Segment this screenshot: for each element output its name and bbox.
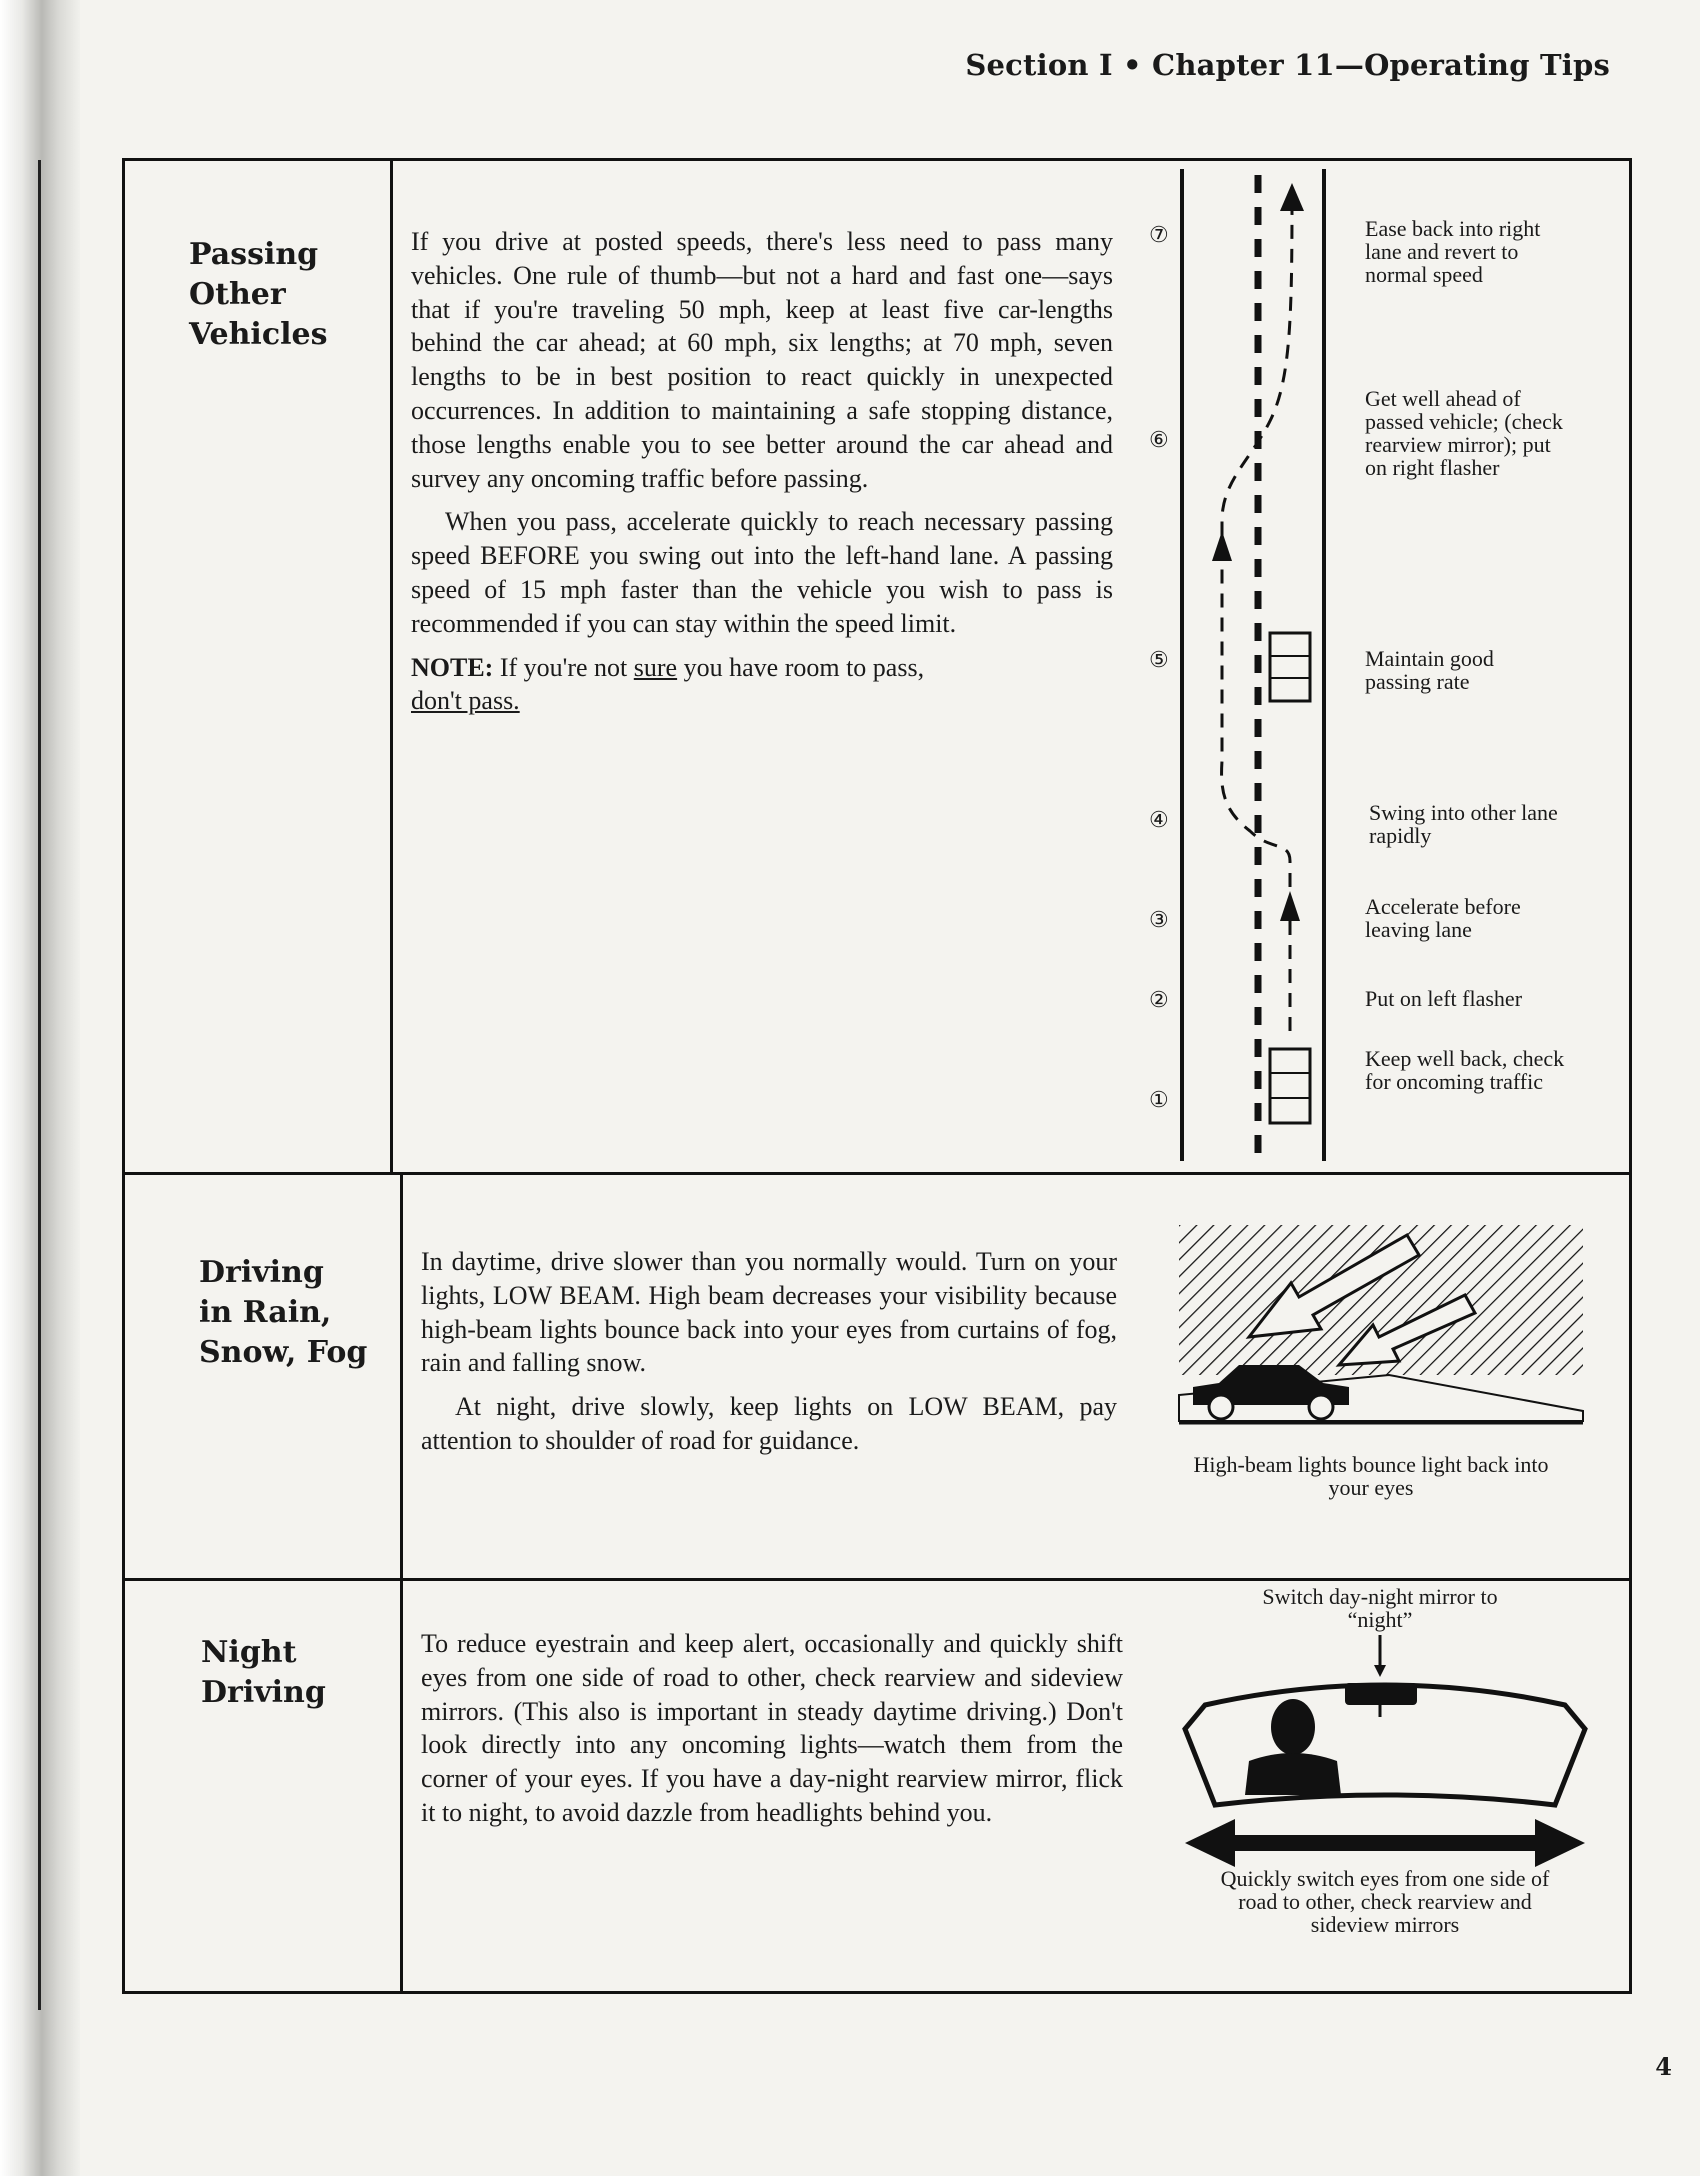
weather-para-1: In daytime, drive slower than you normally would. Turn on your lights, LOW BEAM. High beam decreases your visibility because high-beam lights bounce back into your eyes from curtains of fog, rain and falling snow. xyxy=(421,1247,1117,1378)
step-number-7: ⑦ xyxy=(1149,222,1169,247)
step-text-5: Maintain good passing rate xyxy=(1365,646,1494,694)
page-header: Section I • Chapter 11—Operating Tips xyxy=(965,48,1610,82)
section-title-night: Night Driving xyxy=(201,1635,326,1710)
column-divider xyxy=(400,1581,403,1991)
margin-rule xyxy=(38,160,41,2010)
step-text-2: Put on left flasher xyxy=(1365,986,1523,1011)
weather-caption: High-beam lights bounce light back into your eyes xyxy=(1193,1452,1549,1500)
passing-para-1: If you drive at posted speeds, there's less need to pass many vehicles. One rule of thumb—but not a hard and fast one—says that if you're traveling 50 mph, keep at least five car-lengths behind the car ahead; at 60 mph, six lengths; at 70 mph, seven lengths to be in best position to react quickly in unexpected occurrences. In addition to maintaining a safe stopping distance, those lengths enable you to see better around the car ahead and survey any oncoming traffic before passing. xyxy=(411,227,1113,493)
section-passing xyxy=(122,158,1632,1174)
step-text-1: Keep well back, check for oncoming traffic xyxy=(1365,1046,1565,1094)
section-title-weather: Driving in Rain, Snow, Fog xyxy=(199,1255,368,1370)
night-para-1: To reduce eyestrain and keep alert, occasionally and quickly shift eyes from one side of road to other, check rearview and sideview mirrors. (This also is important in steady daytime driving.) Don't look directly into any oncoming lights—watch them from the corner of your eyes. If you have a day-night rearview mirror, flick it to night, to avoid dazzle from headlights behind you. xyxy=(421,1629,1123,1827)
step-number-2: ② xyxy=(1149,987,1169,1012)
step-number-3: ③ xyxy=(1149,907,1169,932)
section-night xyxy=(122,1578,1632,1994)
section-weather xyxy=(122,1172,1632,1580)
weather-body xyxy=(421,1245,1117,1468)
night-bottom-caption: Quickly switch eyes from one side of road to other, check rearview and sideview mirrors xyxy=(1220,1866,1550,1937)
night-top-caption: Switch day-night mirror to “night” xyxy=(1262,1584,1498,1632)
page-number: 4 xyxy=(1655,2052,1672,2081)
passing-note: NOTE: If you're not sure you have room to pass, don't pass. xyxy=(411,652,925,716)
weather-para-2: At night, drive slowly, keep lights on LOW BEAM, pay attention to shoulder of road for guidance. xyxy=(421,1392,1117,1455)
section-title-passing: Passing Other Vehicles xyxy=(189,237,328,352)
step-text-3: Accelerate before leaving lane xyxy=(1365,894,1521,942)
step-number-6: ⑥ xyxy=(1149,427,1169,452)
night-body xyxy=(421,1627,1123,1840)
column-divider xyxy=(390,161,393,1174)
windshield-driver-illustration xyxy=(1175,1635,1595,1865)
car-headlight-illustration xyxy=(1179,1225,1583,1435)
step-text-4: Swing into other lane rapidly xyxy=(1369,800,1558,848)
step-number-1: ① xyxy=(1149,1087,1169,1112)
passing-para-2: When you pass, accelerate quickly to reach necessary passing speed BEFORE you swing out into the left-hand lane. A passing speed of 15 mph faster than the vehicle you wish to pass is recommended if you can stay within the speed limit. xyxy=(411,507,1113,638)
step-text-6: Get well ahead of passed vehicle; (check rearview mirror); put on right flasher xyxy=(1365,386,1563,480)
step-number-5: ⑤ xyxy=(1149,647,1169,672)
column-divider xyxy=(400,1175,403,1580)
passing-body xyxy=(411,225,1113,728)
step-number-4: ④ xyxy=(1149,807,1169,832)
step-text-7: Ease back into right lane and revert to normal speed xyxy=(1365,216,1541,287)
